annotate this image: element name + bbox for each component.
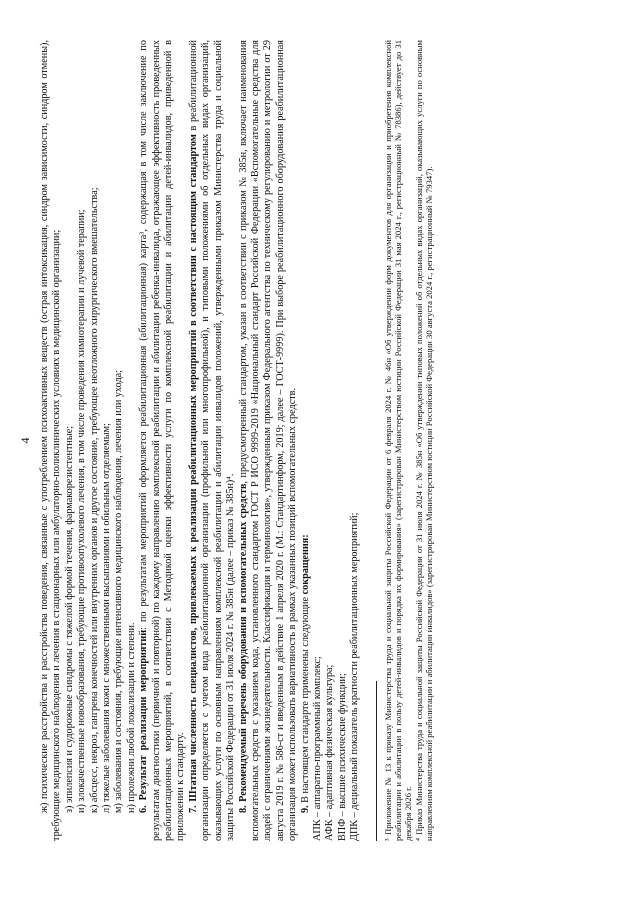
footnote-3: ³ Приложение № 13 к приказу Министерства труда и социальной защиты Российской Федерации от 6 февраля 2024 г. № 46н «Об утверждении форм документов для организации и приобретения комплексной реабилитации и абилитации в пользу детей-инвалидов и порядка их формирования» (зарегистрирован Министерством юстиции Российской Федерации 31 мая 2024 г., регистрационный № 78386), действует до 31 декабря 2026 г. — [382, 40, 414, 841]
list-item-z: з) эпилепсия и судорожные синдромы с тяжелой формой течения, фармакорезистентные; — [63, 425, 75, 813]
paragraph-9 — [300, 40, 312, 841]
paragraph-6 — [138, 40, 188, 841]
paragraph-9-title: 9. — [299, 805, 311, 813]
paragraph-7-title: 7. Штатная численность специалистов, привлекаемых к реализации реабилитационных мероприятий в соответствии с настоящим стандартом — [187, 134, 199, 813]
paragraph-8-title: 8. Рекомендуемый перечень оборудования и вспомогательных средств — [237, 483, 249, 813]
paragraph-6-title: 6. Результат реализации мероприятий — [138, 629, 150, 813]
paragraph-7 — [188, 40, 238, 841]
list-item-zh: ж) психические расстройства и расстройства поведения, связанные с употреблением психоактивных веществ (острая интоксикация, синдром зависимости, синдром отмены), требующие медицинского наблюдения и лечения в стационарных или амбулаторно-поликлинических условиях в медицинской организации; — [39, 40, 63, 841]
abbreviation-item: АФК – адаптивная физическая культура; — [324, 664, 336, 841]
paragraph-8 — [238, 40, 300, 841]
paragraph-9-text: В настоящем стандарте применены следующие — [299, 594, 311, 806]
footnote-4: ⁴ Приказ Министерства труда и социальной защиты Российской Федерации от 31 июля 2024 г. № 385н «Об утверждении типовых положений об отдельных видах организаций, оказывающих услуги по основным направлениям комплексной реабилитации и абилитации инвалидов» (зарегистрирован Министерством юстиции Российской Федерации 30 августа 2024 г., регистрационный № 79347). — [413, 40, 435, 841]
list-item-k: к) абсцесс, некроз, гангрена конечностей или внутренних органов и другое состояние, требующее неотложного хирургического вмешательства; — [88, 187, 100, 813]
list-item-l: л) тяжелые заболевания кожи с множественными высыпаниями и обильным отделяемым; — [101, 423, 113, 813]
paragraph-9-bold: сокращения: — [299, 534, 311, 595]
abbreviation-item: ДПК – дециальный показатель кратности реабилитационных мероприятий; — [349, 512, 361, 841]
list-item-i: и) злокачественные новообразования, требующие противоопухолевого лечения, в том числе проведения химиотерапии и лучевой терапии; — [76, 209, 88, 813]
paragraph-6-text: : по результатам мероприятий оформляется реабилитационная (абилитационная) карта³, содержащая в том числе заключение по результатам диагностики (первичной и повторной) по каждому направлению комплексной реабилитации и абилитации ребенка-инвалида, отражающее эффективность проведенных реабилитационных мероприятий, в соответствии с Методикой оценки эффективности услуги по комплексной реабилитации и абилитации детей-инвалидов, приведенной в приложении к стандарту. — [138, 40, 187, 841]
page-number: 4 — [18, 437, 32, 444]
paragraph-8-text: , предусмотренный стандартом, указан в соответствии с приказом № 385н, включает наименования вспомогательных средств с указанием кода, установленного стандартом ГОСТ Р ИСО 9999-2019 «Национальный стандарт Российской Федерации «Вспомогательные средства для людей с ограничениями жизнедеятельности. Классификация и терминология», утвержденным приказом Федерального агентства по техническому регулированию и метрологии от 29 августа 2019 г. № 586-ст и введенным в действие 1 апреля 2020 г. (М.: Стандартинформ, 2019; далее – ГОСТ-9999). При выборе реабилитационного оборудования реабилитационная организация может использовать вариативность в рамках указанных позиций вспомогательных средств. — [237, 40, 299, 841]
abbreviation-item: АПК – аппаратно-программный комплекс; — [311, 656, 323, 841]
paragraph-7-text: в реабилитационной организации определяется с учетом вида реабилитационной организации (профильной или многопрофильной), и типовыми положениями об отдельных видах организаций, оказывающих услуги по основным направлениям комплексной реабилитации и абилитации инвалидов положений, утвержденными приказом Министерства труда и социальной защиты Российской Федерации от 31 июля 2024 г. № 385н (далее – приказ № 385н)⁴. — [187, 40, 237, 841]
list-item-n: н) пролежни любой локализации и степени. — [125, 622, 137, 813]
abbreviation-item: ВПФ – высшие психические функции; — [336, 673, 348, 841]
footnote-divider — [376, 681, 377, 841]
list-item-m: м) заболевания и состояния, требующие интенсивного медицинского наблюдения, лечения или ухода; — [113, 370, 125, 813]
